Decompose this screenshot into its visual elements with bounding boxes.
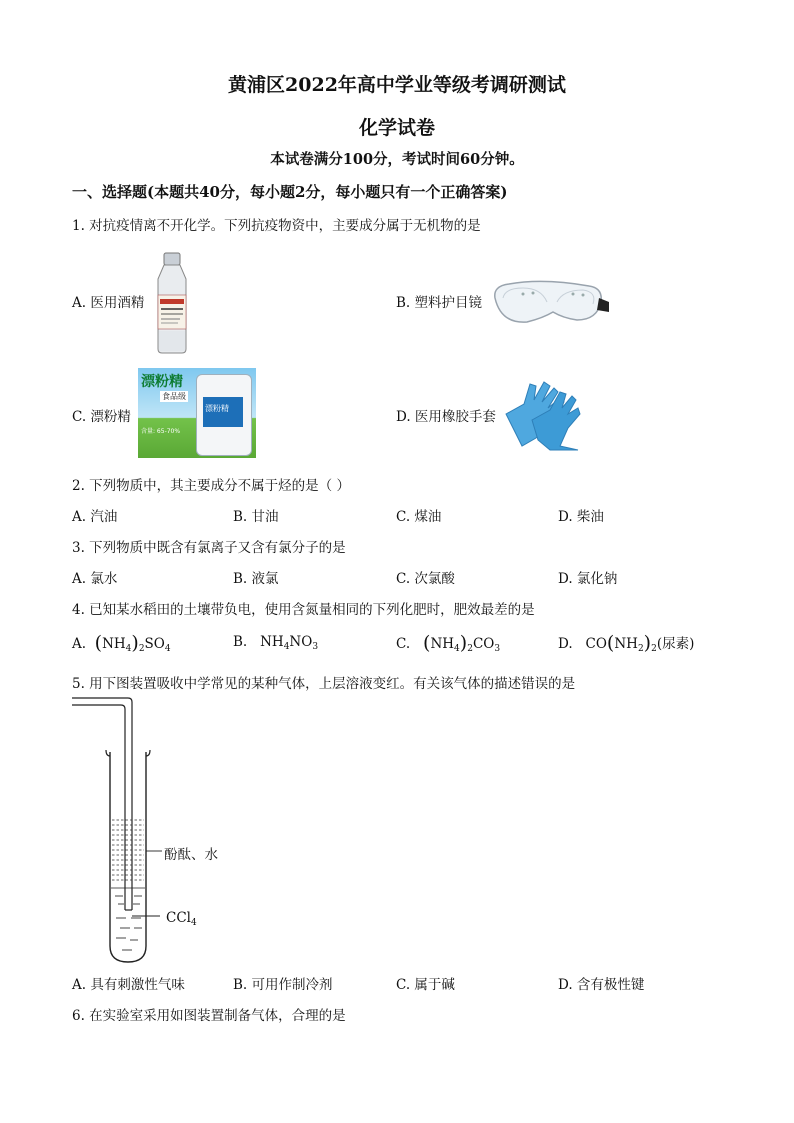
- q2-option-d[interactable]: D. 柴油: [558, 509, 604, 525]
- label-phenolphthalein-water: 酚酞、水: [164, 847, 218, 863]
- q2-option-a[interactable]: A. 汽油: [72, 509, 118, 525]
- exam-note: 本试卷满分100分，考试时间60分钟。: [270, 151, 524, 168]
- q3-option-a[interactable]: A. 氯水: [72, 571, 118, 587]
- bleach-pct: 含量: 65-70%: [141, 428, 181, 435]
- formula-urea: $CO(NH_2)_2$: [576, 632, 657, 654]
- q4-option-a[interactable]: [72, 632, 171, 654]
- exam-subtitle: 化学试卷: [358, 117, 435, 139]
- question-5-stem: 5. 用下图装置吸收中学常见的某种气体，上层溶液变红。有关该气体的描述错误的是: [72, 676, 576, 692]
- question-2-stem: 2. 下列物质中，其主要成分不属于烃的是（ ）: [72, 478, 350, 494]
- q5-option-d[interactable]: D. 含有极性键: [558, 977, 645, 993]
- q2-option-c[interactable]: C. 煤油: [396, 509, 442, 525]
- rubber-gloves-image: [502, 380, 582, 456]
- formula-ammonium-sulfate: $(NH_4)_2SO_4$: [94, 632, 171, 654]
- q3-option-b[interactable]: B. 液氯: [233, 571, 279, 587]
- q1-option-c[interactable]: C. 漂粉精: [72, 409, 131, 425]
- exam-title: 黄浦区2022年高中学业等级考调研测试: [228, 74, 566, 96]
- label-ccl4: [166, 910, 197, 928]
- q1-option-d[interactable]: D. 医用橡胶手套: [396, 409, 496, 425]
- bleach-powder-image: [138, 368, 256, 458]
- absorption-apparatus-diagram: [70, 696, 210, 972]
- q5-option-c[interactable]: C. 属于碱: [396, 977, 455, 993]
- label-ccl4-sub: 4: [190, 918, 197, 928]
- q4-option-c[interactable]: [396, 632, 500, 654]
- q3-option-c[interactable]: C. 次氯酸: [396, 571, 455, 587]
- q5-option-b[interactable]: B. 可用作制冷剂: [233, 977, 333, 993]
- formula-ammonium-nitrate: $NH_4NO_3$: [251, 634, 319, 652]
- question-3-stem: 3. 下列物质中既含有氯离子又含有氯分子的是: [72, 540, 346, 556]
- q4-option-c-letter: C.: [396, 636, 411, 652]
- section-title: 一、选择题(本题共40分，每小题2分，每小题只有一个正确答案): [72, 183, 508, 201]
- bleach-bucket: [196, 374, 252, 456]
- q4-option-b[interactable]: [233, 634, 318, 652]
- q2-option-b[interactable]: B. 甘油: [233, 509, 279, 525]
- question-1-stem: 1. 对抗疫情离不开化学。下列抗疫物资中，主要成分属于无机物的是: [72, 218, 481, 234]
- q4-option-d-note: (尿素): [656, 636, 695, 652]
- formula-ammonium-carbonate: $(NH_4)_2CO_3$: [423, 632, 501, 654]
- bleach-label-big: 漂粉精: [141, 374, 183, 390]
- q4-option-d-letter: D.: [558, 636, 573, 652]
- q5-option-a[interactable]: A. 具有刺激性气味: [72, 977, 185, 993]
- q4-option-b-letter: B.: [233, 634, 248, 650]
- alcohol-bottle-image: [148, 251, 196, 359]
- q1-option-b[interactable]: B. 塑料护目镜: [396, 295, 483, 311]
- label-ccl4-text: CCl: [166, 910, 191, 926]
- q4-option-a-letter: A.: [72, 636, 87, 652]
- bleach-label-small: 食品级: [162, 392, 186, 401]
- q3-option-d[interactable]: D. 氯化钠: [558, 571, 618, 587]
- bleach-tag: 漂粉精: [205, 404, 229, 413]
- question-4-stem: 4. 已知某水稻田的土壤带负电，使用含氮量相同的下列化肥时，肥效最差的是: [72, 602, 535, 618]
- q1-option-a[interactable]: A. 医用酒精: [72, 295, 145, 311]
- q4-option-d[interactable]: [558, 632, 694, 654]
- goggles-image: [493, 274, 611, 334]
- question-6-stem: 6. 在实验室采用如图装置制备气体，合理的是: [72, 1008, 346, 1024]
